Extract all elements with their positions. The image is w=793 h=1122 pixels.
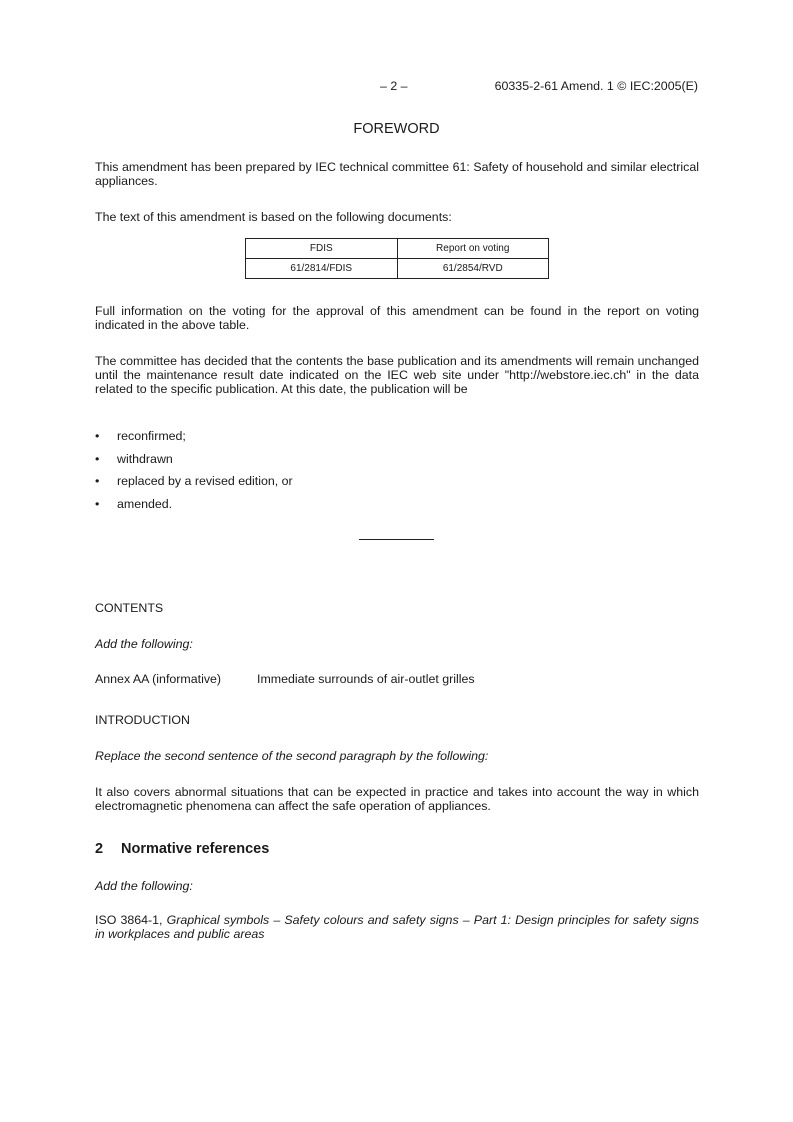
reference-title: Graphical symbols – Safety colours and safety signs – Part 1: Design principles for safety signs in workplaces and public areas — [95, 913, 699, 942]
normative-reference — [95, 913, 699, 941]
introduction-instruction: Replace the second sentence of the second paragraph by the following: — [95, 749, 489, 763]
table-header-row — [246, 239, 549, 259]
bullet-icon: • — [95, 496, 100, 511]
list-item: • reconfirmed; — [95, 429, 186, 443]
maintenance-paragraph: The committee has decided that the contents the base publication and its amendments will remain unchanged until the maintenance result date indicated on the IEC web site under "http://webstore.iec.ch" in the data related to the specific publication. At this date, the publication will be — [95, 354, 699, 397]
section-number: 2 — [95, 841, 104, 857]
section-divider — [359, 539, 434, 540]
contents-heading: CONTENTS — [95, 601, 164, 615]
page-number: – 2 – — [380, 79, 408, 93]
section-title: Normative references — [121, 841, 270, 857]
table-header-cell: FDIS — [246, 239, 398, 259]
introduction-text: It also covers abnormal situations that can be expected in practice and takes into account the way in which electromagnetic phenomena can affect the safe operation of appliances. — [95, 785, 699, 814]
bullet-icon: • — [95, 474, 100, 488]
list-item: • replaced by a revised edition, or — [95, 474, 293, 488]
section-heading — [95, 841, 269, 857]
based-on-text: The text of this amendment is based on the following documents: — [95, 210, 452, 224]
documents-table — [245, 238, 549, 279]
annex-title: Immediate surrounds of air-outlet grilles — [257, 672, 475, 686]
table-cell: 61/2814/FDIS — [246, 259, 398, 279]
publication-options-list — [95, 429, 293, 519]
list-item: • withdrawn — [95, 451, 173, 466]
voting-info: Full information on the voting for the approval of this amendment can be found in the report on voting indicated in the above table. — [95, 304, 699, 333]
bullet-icon: • — [95, 451, 100, 466]
annex-label: Annex AA (informative) — [95, 672, 222, 686]
bullet-icon: • — [95, 429, 100, 443]
reference-code: ISO 3864-1, — [95, 913, 163, 927]
document-id: 60335-2-61 Amend. 1 © IEC:2005(E) — [494, 79, 698, 93]
foreword-intro: This amendment has been prepared by IEC technical committee 61: Safety of household and similar electrical appliances. — [95, 160, 699, 189]
normative-instruction: Add the following: — [95, 879, 193, 893]
table-header-cell: Report on voting — [397, 239, 549, 259]
contents-instruction: Add the following: — [95, 637, 193, 651]
foreword-title: FOREWORD — [353, 121, 440, 137]
page-header — [0, 79, 793, 95]
table-row — [246, 259, 549, 279]
introduction-heading: INTRODUCTION — [95, 713, 190, 727]
list-item: • amended. — [95, 496, 173, 511]
table-cell: 61/2854/RVD — [397, 259, 549, 279]
annex-entry — [95, 672, 699, 686]
